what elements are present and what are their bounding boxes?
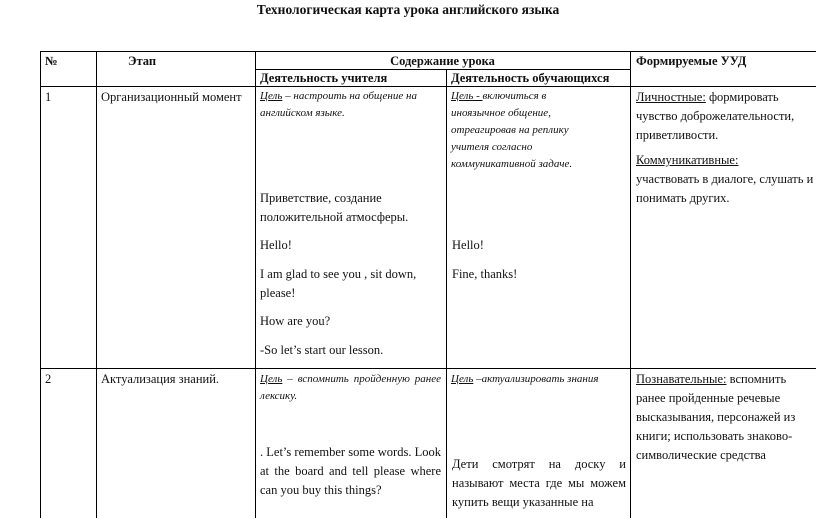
student-goal-text-2: –актуализировать знания [473, 373, 599, 385]
uud-cognitive-text: вспомнить ранее пройденные речевые высказывания, персонажей из книги; использовать знаково-символические средства [636, 372, 796, 462]
uud-personal-label: Личностные: [636, 90, 706, 104]
header-stage: Этап [128, 54, 157, 68]
row-1-student-goal [451, 88, 601, 173]
teacher-goal-label-2: Цель [260, 373, 283, 385]
column-divider-students [630, 51, 631, 518]
student-goal-label-2: Цель [451, 373, 474, 385]
row-1-teacher-start-lesson: -So let’s start our lesson. [260, 343, 384, 357]
row-2-num: 2 [45, 372, 52, 386]
uud-communicative-label: Коммуникативные: [636, 153, 739, 167]
header-uud: Формируемые УУД [636, 54, 747, 68]
row-1-uud-communicative [636, 151, 814, 208]
teacher-goal-text: – настроить на общение на английском языке. [260, 90, 417, 119]
uud-communicative-text: участвовать в диалоге, слушать и понимать других. [636, 172, 814, 205]
column-divider-teacher [446, 69, 447, 518]
table-border-left [40, 51, 41, 518]
row-2-stage: Актуализация знаний. [101, 372, 220, 386]
teacher-goal-text-2: – вспомнить пройденную ранее лексику. [260, 373, 441, 402]
uud-cognitive-label: Познавательные: [636, 372, 727, 386]
row-2-teacher-goal [260, 371, 441, 405]
header-content: Содержание урока [390, 54, 495, 68]
row-divider [40, 368, 816, 369]
row-2-teacher-text: . Let’s remember some words. Look at the board and tell please where can you buy this things? [260, 445, 441, 497]
row-2-student-text: Дети смотрят на доску и называют места где мы можем купить вещи указанные на [452, 457, 626, 509]
row-2-uud-cognitive [636, 370, 814, 465]
row-1-uud-personal [636, 88, 814, 145]
row-1-teacher-goal [260, 88, 442, 122]
row-1-teacher-how-are-you: How are you? [260, 314, 331, 328]
row-1-teacher-greeting: Приветствие, создание положительной атмосферы. [260, 191, 409, 224]
row-1-stage: Организационный момент [101, 90, 242, 104]
header-student-activity: Деятельность обучающихся [451, 71, 610, 85]
student-goal-label: Цель - [451, 90, 483, 102]
column-divider-stage [255, 51, 256, 518]
header-teacher-activity: Деятельность учителя [260, 71, 388, 85]
row-1-teacher-hello: Hello! [260, 238, 292, 252]
document-title: Технологическая карта урока английского языка [256, 2, 560, 17]
student-goal-text: включиться в иноязычное общение, отреагировав на реплику учителя согласно коммуникативной задаче. [451, 90, 573, 170]
uud-personal-text: формировать чувство доброжелательности, приветливости. [636, 90, 795, 142]
row-1-teacher-sit-down: I am glad to see you , sit down, please! [260, 267, 417, 300]
row-1-student-fine: Fine, thanks! [452, 267, 518, 281]
header-bottom-border [40, 86, 816, 87]
row-2-student-goal [451, 371, 627, 388]
header-num: № [45, 54, 58, 68]
row-1-student-hello: Hello! [452, 238, 484, 252]
row-1-num: 1 [45, 90, 52, 104]
teacher-goal-label: Цель [260, 90, 283, 102]
column-divider-num [96, 51, 97, 518]
